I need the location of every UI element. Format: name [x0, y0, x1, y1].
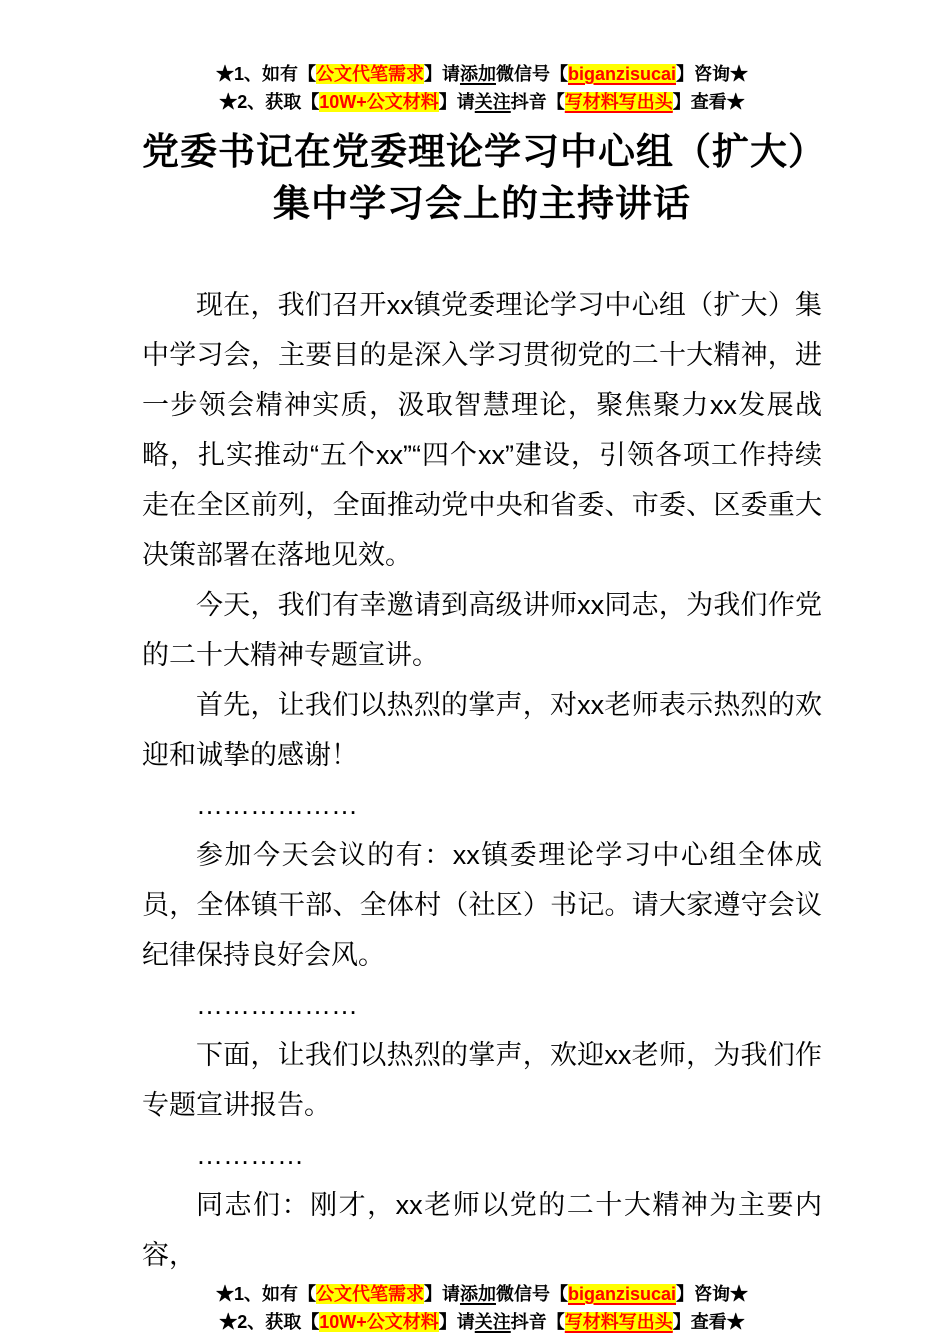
promo-segment: 抖音【	[510, 92, 565, 112]
body-paragraph: 今天，我们有幸邀请到高级讲师xx同志，为我们作党的二十大精神专题宣讲。	[142, 590, 822, 670]
promo-segment: 10W+公文材料	[319, 92, 439, 112]
promo-segment: 关注	[474, 92, 511, 112]
promo-segment: 微信号【	[495, 1284, 568, 1304]
document-body	[142, 280, 822, 1280]
promo-segment: 抖音【	[510, 1312, 565, 1332]
body-paragraph: 首先，让我们以热烈的掌声，对xx老师表示热烈的欢迎和诚挚的感谢！	[142, 690, 822, 770]
document-title-line-1: 党委书记在党委理论学习中心组（扩大）	[142, 131, 826, 172]
body-paragraph: 下面，让我们以热烈的掌声，欢迎xx老师，为我们作专题宣讲报告。	[142, 1040, 822, 1120]
body-paragraph: ………………	[196, 790, 358, 820]
promo-segment: 】请	[423, 1284, 460, 1304]
promo-segment: biganzisucai	[567, 64, 677, 84]
promo-segment: 10W+公文材料	[319, 1312, 439, 1332]
promo-segment: ★2、获取【	[219, 1312, 320, 1332]
promo-segment: 关注	[474, 1312, 511, 1332]
promo-segment: ★1、如有【	[215, 64, 316, 84]
body-paragraph: 现在，我们召开xx镇党委理论学习中心组（扩大）集中学习会，主要目的是深入学习贯彻党的二十大精神，进一步领会精神实质，汲取智慧理论，聚焦聚力xx发展战略，扎实推动“五个xx”“四个xx”建设，引领各项工作持续走在全区前列，全面推动党中央和省委、市委、区委重大决策部署在落地见效。	[142, 290, 822, 570]
promo-segment: 添加	[459, 1284, 496, 1304]
promo-segment: 】咨询★	[676, 64, 749, 84]
footer-promo-line-2	[142, 1308, 822, 1336]
promo-segment: 写材料写出头	[564, 1312, 673, 1332]
promo-segment: 】请	[423, 64, 460, 84]
header-promo	[142, 60, 822, 116]
body-paragraph: 参加今天会议的有：xx镇委理论学习中心组全体成员，全体镇干部、全体村（社区）书记。请大家遵守会议纪律保持良好会风。	[142, 840, 822, 970]
promo-segment: 】咨询★	[676, 1284, 749, 1304]
promo-segment: 写材料写出头	[564, 92, 673, 112]
promo-segment: ★1、如有【	[215, 1284, 316, 1304]
promo-segment: 添加	[459, 64, 496, 84]
footer-promo	[142, 1280, 822, 1336]
promo-segment: 】请	[438, 1312, 475, 1332]
body-paragraph: …………	[196, 1140, 304, 1170]
body-paragraph: ………………	[196, 990, 358, 1020]
promo-segment: 】查看★	[672, 1312, 745, 1332]
promo-segment: ★2、获取【	[219, 92, 320, 112]
promo-segment: 】查看★	[672, 92, 745, 112]
document-title	[142, 126, 826, 230]
promo-segment: 】请	[438, 92, 475, 112]
document-title-line-2: 集中学习会上的主持讲话	[273, 183, 691, 224]
promo-segment: 微信号【	[495, 64, 568, 84]
promo-segment: biganzisucai	[567, 1284, 677, 1304]
header-promo-line-2	[142, 88, 822, 116]
body-paragraph: 同志们：刚才，xx老师以党的二十大精神为主要内容，	[142, 1190, 822, 1270]
footer-promo-line-1	[142, 1280, 822, 1308]
promo-segment: 公文代笔需求	[315, 64, 424, 84]
promo-segment: 公文代笔需求	[315, 1284, 424, 1304]
header-promo-line-1	[142, 60, 822, 88]
